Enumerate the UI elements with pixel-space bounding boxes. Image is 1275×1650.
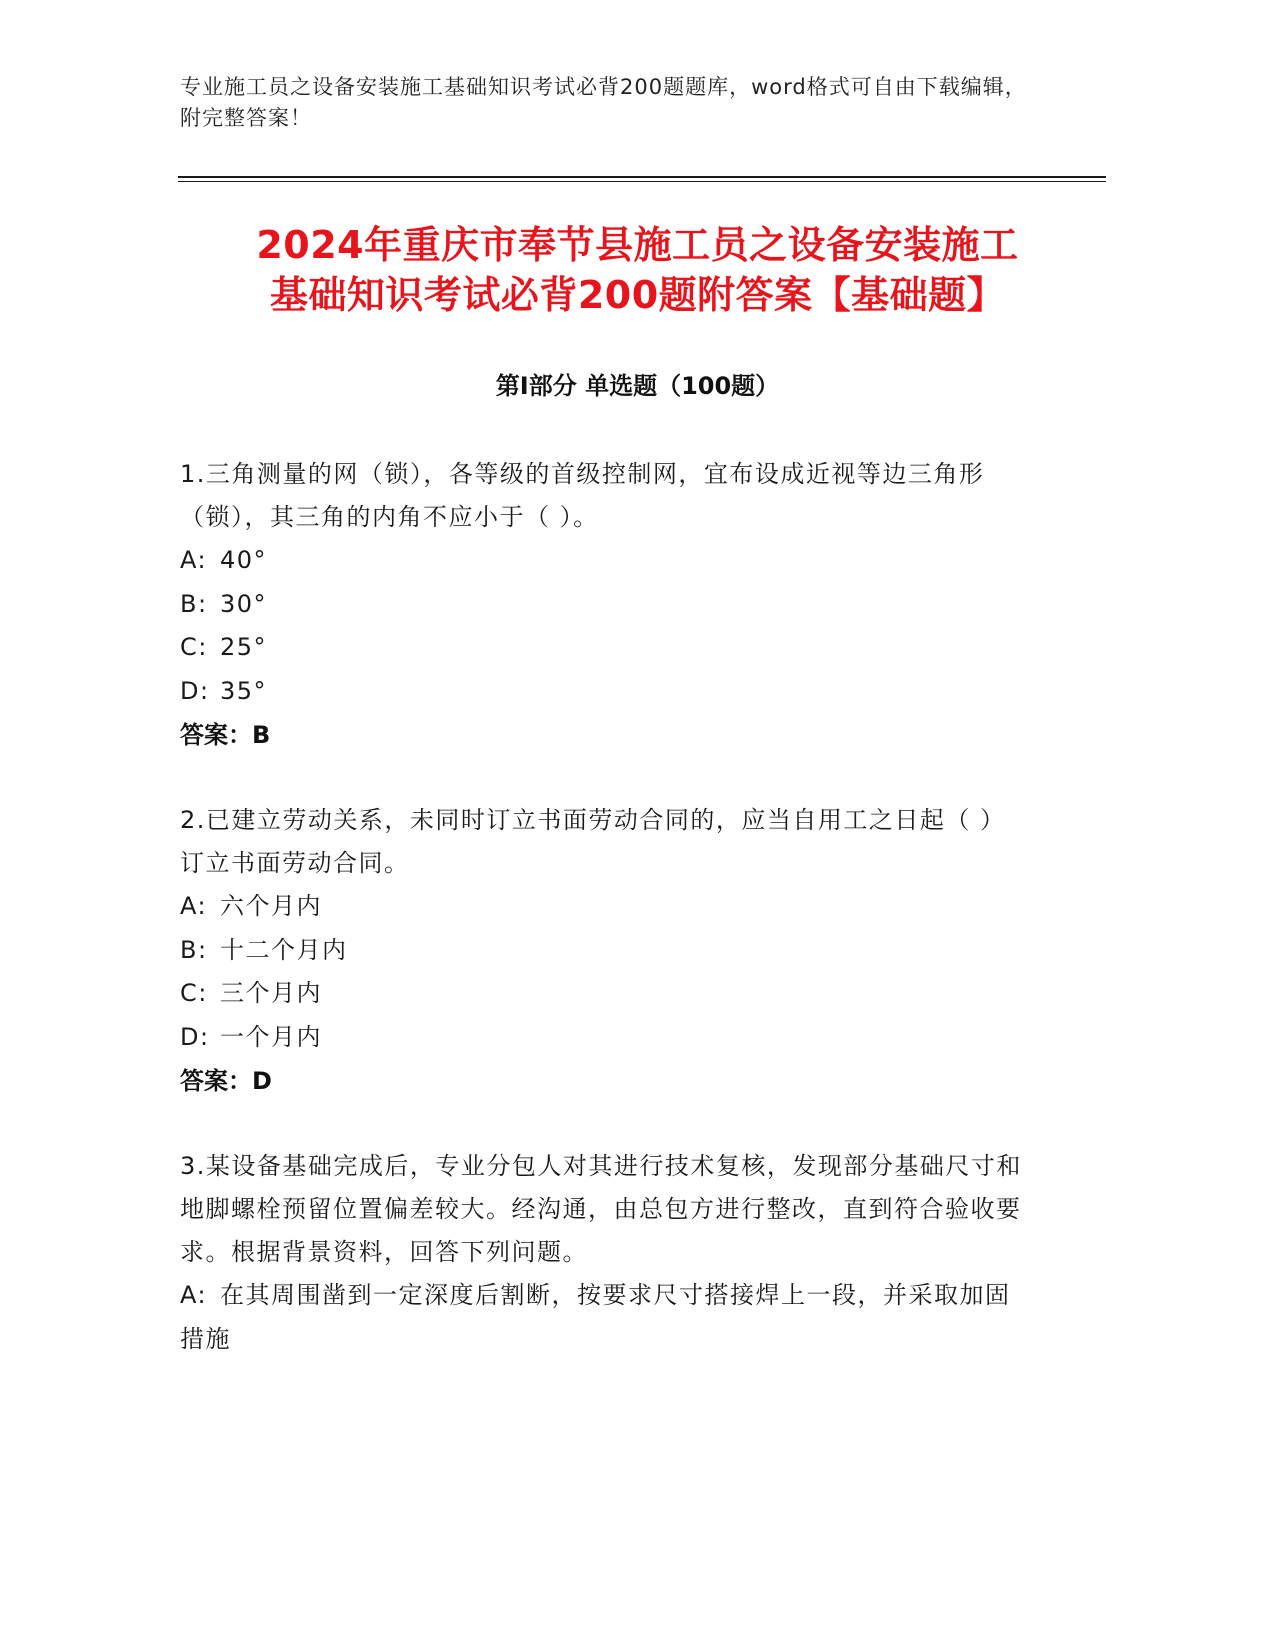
option-text: 在其周围凿到一定深度后割断，按要求尺寸搭接焊上一段，并采取加固措施 [180, 1281, 1011, 1353]
document-title-line-2: 基础知识考试必背200题附答案【基础题】 [269, 273, 1006, 317]
header-divider-thin [178, 181, 1106, 182]
header-note: 专业施工员之设备安装施工基础知识考试必背200题题库，word格式可自由下载编辑，附完整答案！ [180, 75, 1027, 130]
option-b [180, 929, 1030, 973]
question-1 [180, 453, 1030, 757]
option-a [180, 539, 1030, 583]
option-d [180, 1016, 1030, 1060]
document-title [150, 220, 1125, 320]
option-d [180, 670, 1030, 714]
option-letter: A: [180, 892, 208, 920]
question-2 [180, 799, 1030, 1103]
option-text: 25° [220, 633, 268, 661]
option-text: 35° [220, 676, 268, 705]
question-stem: 3.某设备基础完成后，专业分包人对其进行技术复核，发现部分基础尺寸和地脚螺栓预留位置偏差较大。经沟通，由总包方进行整改，直到符合验收要求。根据背景资料，回答下列问题。 [180, 1152, 1022, 1266]
option-letter: B: [180, 589, 208, 618]
option-text: 40° [220, 546, 268, 574]
option-letter: A: [180, 546, 208, 574]
option-letter: B: [180, 935, 208, 964]
document-title-line-1: 2024年重庆市奉节县施工员之设备安装施工 [256, 223, 1019, 267]
option-text: 30° [220, 589, 268, 618]
option-text: 三个月内 [220, 979, 322, 1007]
option-c [180, 626, 1030, 670]
option-c [180, 972, 1030, 1016]
option-letter: C: [180, 633, 208, 661]
answer-line: 答案：D [180, 1067, 272, 1095]
answer-line: 答案：B [180, 721, 271, 749]
option-letter: D: [180, 1022, 210, 1051]
question-stem: 1.三角测量的网（锁），各等级的首级控制网，宜布设成近视等边三角形（锁），其三角的内角不应小于（ ）。 [180, 460, 985, 531]
question-3 [180, 1145, 1030, 1361]
option-text: 六个月内 [220, 892, 322, 920]
section-heading: 第Ⅰ部分 单选题（100题） [495, 372, 780, 400]
question-list [180, 453, 1030, 1403]
header-divider-thick [178, 176, 1106, 178]
option-a [180, 1274, 1030, 1361]
question-stem: 2.已建立劳动关系，未同时订立书面劳动合同的，应当自用工之日起（ ）订立书面劳动合同。 [180, 806, 1006, 877]
option-b [180, 583, 1030, 627]
option-a [180, 885, 1030, 929]
option-letter: C: [180, 979, 208, 1007]
option-text: 十二个月内 [220, 935, 348, 964]
option-text: 一个月内 [220, 1022, 322, 1051]
option-letter: A: [180, 1281, 208, 1309]
option-letter: D: [180, 676, 210, 705]
